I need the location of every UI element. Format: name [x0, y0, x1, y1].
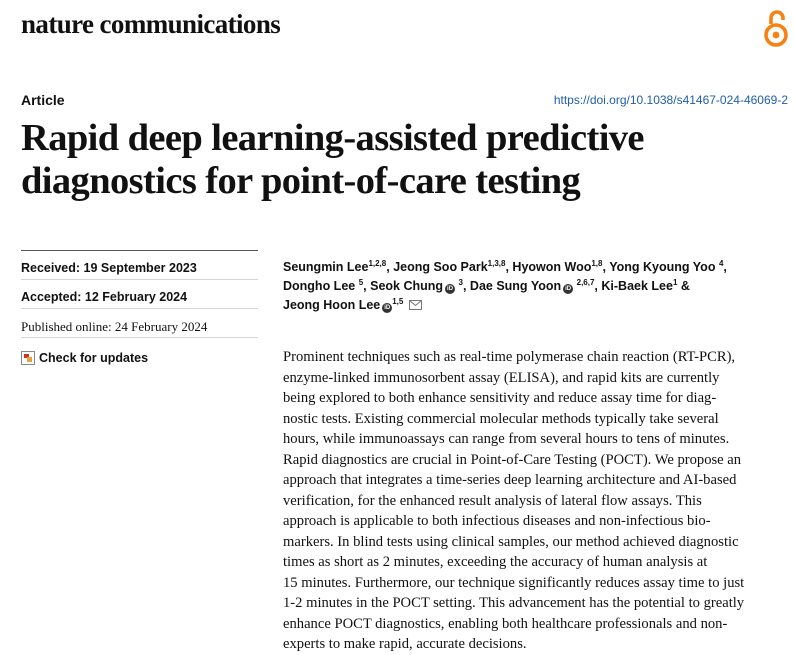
- abstract-line: 1-2 minutes in the POCT setting. This advancement has the potential to greatly: [283, 595, 745, 611]
- orcid-icon[interactable]: iD: [384, 305, 391, 311]
- abstract-line: enzyme-linked immunosorbent assay (ELISA), and rapid kits are currently: [283, 369, 720, 386]
- author-affiliation: 1,3,8: [487, 259, 506, 268]
- abstract-line: nostic tests. Existing commercial molecular methods typically take several: [283, 410, 719, 427]
- published-date: Published online: 24 February 2024: [21, 309, 258, 338]
- author-affiliation: 3: [458, 278, 463, 287]
- title-line: Rapid deep learning-assisted predictive: [21, 117, 644, 159]
- received-date: Received: 19 September 2023: [21, 251, 258, 280]
- author-name[interactable]: Jeong Soo Park: [393, 260, 488, 274]
- article-type: Article: [21, 92, 65, 108]
- author-name[interactable]: Seok Chung: [370, 279, 444, 293]
- abstract-line: Rapid diagnostics are crucial in Point-of-Care Testing (POCT). We propose an: [283, 451, 742, 468]
- author-affiliation: 1,5: [392, 297, 404, 306]
- abstract-line: hours, while immunoassays can range from several hours to tens of minutes.: [283, 431, 730, 447]
- author-affiliation: 1: [672, 278, 678, 287]
- author-name[interactable]: Jeong Hoon Lee: [283, 298, 381, 312]
- abstract-line: verification, for the enhanced result analysis of lateral flow assays. This: [283, 492, 702, 509]
- author-affiliation: 2,6,7: [576, 278, 595, 287]
- orcid-icon[interactable]: iD: [447, 286, 454, 292]
- abstract-line: enhance POCT diagnostics, enabling both healthcare professionals and non-: [283, 615, 728, 632]
- author-name[interactable]: Hyowon Woo: [512, 260, 592, 274]
- author-name[interactable]: Dae Sung Yoon: [469, 279, 562, 293]
- abstract-line: 15 minutes. Furthermore, our technique significantly reduces assay time to just: [283, 574, 745, 591]
- email-icon[interactable]: [409, 300, 422, 310]
- publication-dates: [21, 250, 258, 367]
- doi-link[interactable]: https://doi.org/10.1038/s41467-024-46069-2: [553, 93, 788, 107]
- author-list: Seungmin Lee$^{1,2,8}$, Jeong Soo Park$^{1,3,8}$, Hyowon Woo$^{1,8}$, Yong Kyoung Yoo $^4$, Dongho Lee $^5$, Seok Chung iD $^3$, Dae Sung Yoon iD $^{2,6,7}$, Ki-Baek Lee$^1$ & Jeong Hoon Lee iD$^{1,5}$: [283, 259, 727, 312]
- author-name[interactable]: Dongho Lee: [283, 279, 356, 293]
- author-affiliation: 1,2,8: [368, 259, 387, 268]
- title-line: diagnostics for point-of-care testing: [21, 160, 581, 202]
- check-for-updates-label: Check for updates: [39, 350, 149, 365]
- author-and: &: [680, 279, 690, 293]
- open-access-lock-icon: [761, 7, 791, 49]
- author-affiliation: 5: [358, 278, 364, 287]
- accepted-date: Accepted: 12 February 2024: [21, 280, 258, 309]
- article-title: [21, 117, 781, 203]
- abstract-line: being explored to both enhance sensitivity and reduce assay time for diag-: [283, 390, 717, 406]
- abstract-line: markers. In blind tests using clinical samples, our method achieved diagnostic: [283, 533, 739, 550]
- orcid-icon[interactable]: iD: [565, 286, 572, 292]
- abstract-line: approach is applicable to both infectious diseases and non-infectious bio-: [283, 513, 711, 529]
- abstract-line: approach that integrates a time-series deep learning architecture and AI-based: [283, 472, 737, 488]
- abstract-line: times as short as 2 minutes, exceeding the accuracy of human analysis at: [283, 554, 708, 570]
- author-name[interactable]: Yong Kyoung Yoo: [609, 260, 716, 274]
- author-name[interactable]: Ki-Baek Lee: [601, 279, 673, 293]
- check-for-updates[interactable]: [21, 338, 258, 367]
- journal-name: nature communications: [21, 9, 281, 39]
- check-for-updates-icon: [21, 351, 35, 365]
- author-affiliation: 4: [718, 259, 724, 268]
- author-affiliation: 1,8: [591, 259, 603, 268]
- abstract-line: Prominent techniques such as real-time polymerase chain reaction (RT-PCR),: [283, 349, 736, 365]
- author-name[interactable]: Seungmin Lee: [283, 260, 369, 274]
- abstract-line: experts to make rapid, accurate decisions.: [283, 636, 527, 652]
- abstract: [283, 347, 791, 655]
